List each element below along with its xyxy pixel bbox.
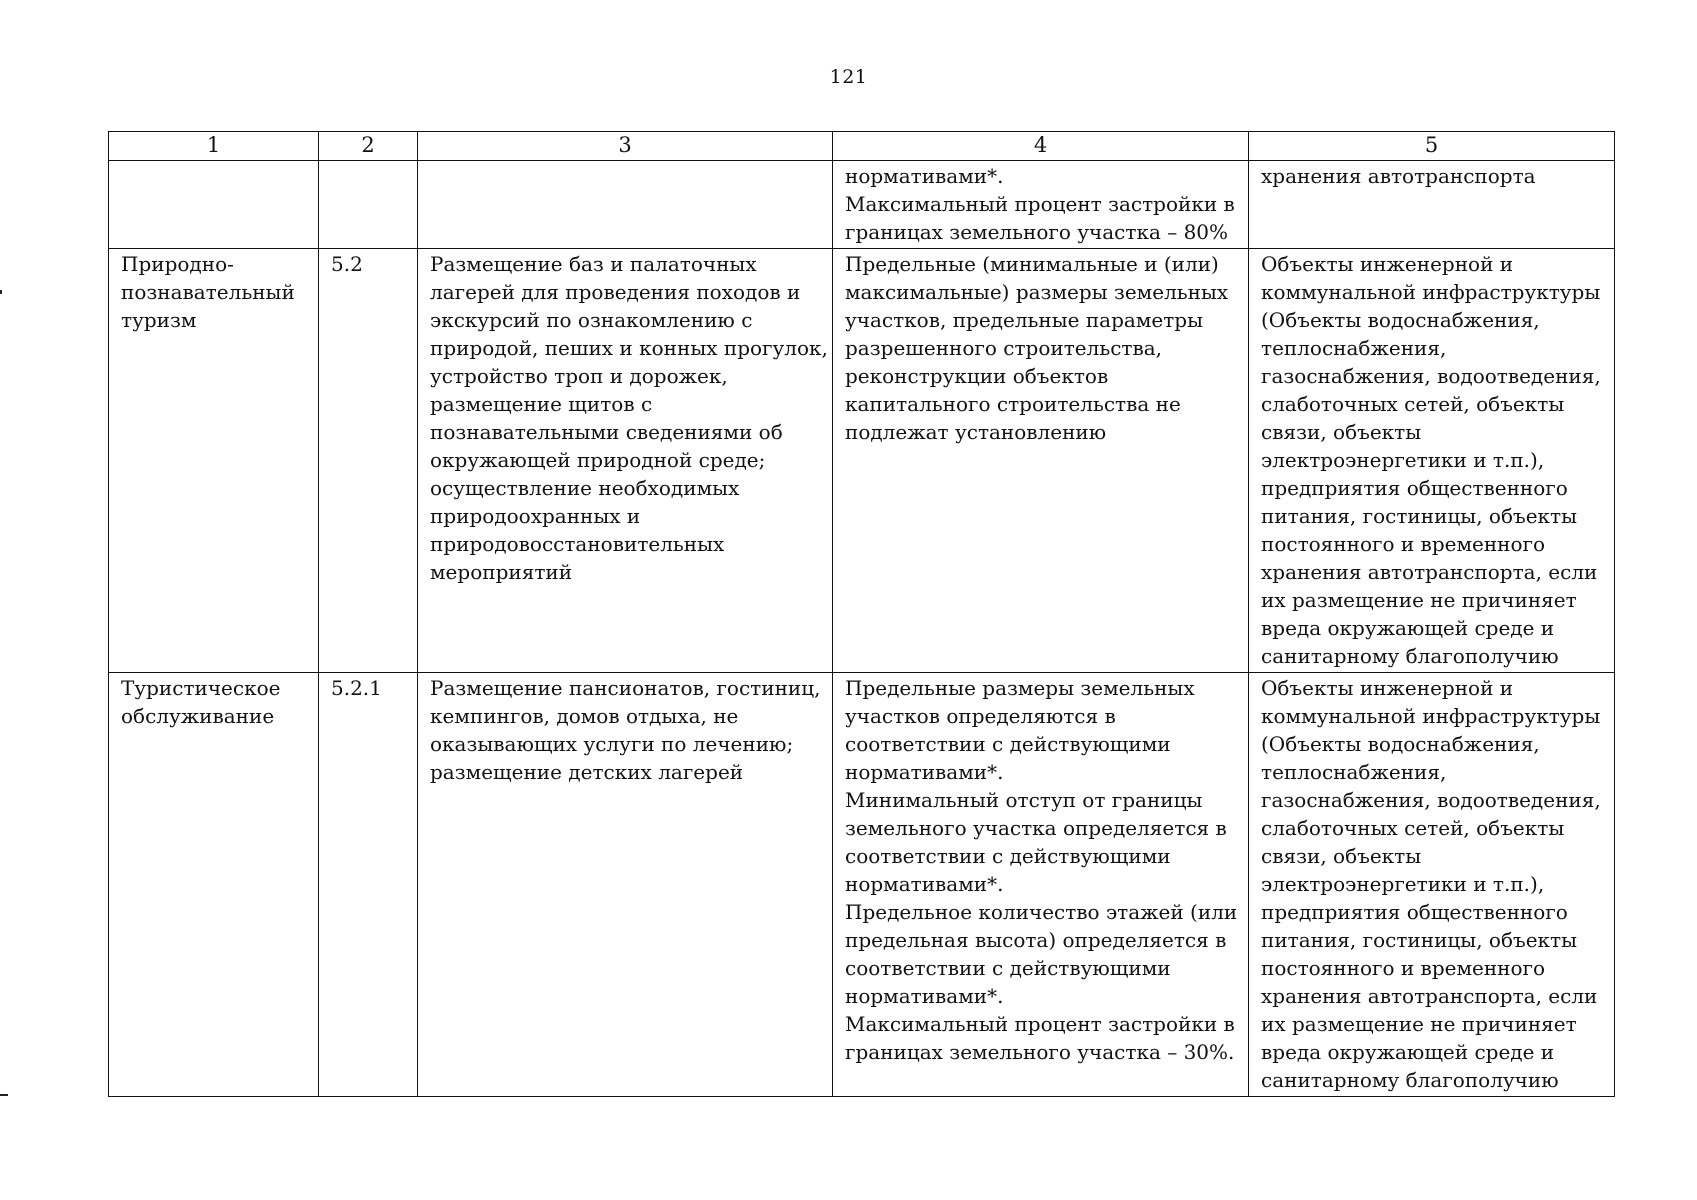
cell-text-line: познавательными сведениями об: [430, 420, 783, 444]
cell-text-line: их размещение не причиняет: [1261, 1012, 1577, 1036]
cell-text-line: Максимальный процент застройки в: [845, 192, 1235, 216]
table-row: [109, 249, 1615, 673]
cell-text-line: (Объекты водоснабжения,: [1261, 308, 1540, 332]
name-cell: [109, 673, 319, 1097]
table-row-continuation: [109, 161, 1615, 249]
cell-text-line: питания, гостиницы, объекты: [1261, 928, 1578, 952]
cell-text-line: обслуживание: [121, 704, 275, 728]
parameters-cell: [833, 249, 1249, 673]
cell-text-line: слаботочных сетей, объекты: [1261, 392, 1565, 416]
parameters-cell: [833, 161, 1249, 249]
cell-text-line: электроэнергетики и т.п.),: [1261, 448, 1545, 472]
cell-text-line: постоянного и временного: [1261, 532, 1546, 556]
cell-text-line: хранения автотранспорта, если: [1261, 984, 1598, 1008]
cell-text-line: природоохранных и: [430, 504, 641, 528]
cell-text-line: реконструкции объектов: [845, 364, 1109, 388]
page-number: 121: [829, 66, 868, 88]
cell-text-line: соответствии с действующими: [845, 844, 1171, 868]
cell-text-line: природой, пеших и конных прогулок,: [430, 336, 828, 360]
land-use-table: [108, 131, 1615, 1097]
cell-text-line: теплоснабжения,: [1261, 336, 1447, 360]
column-number-header: 4: [833, 132, 1249, 161]
cell-text-line: предприятия общественного: [1261, 476, 1568, 500]
cell-text-line: электроэнергетики и т.п.),: [1261, 872, 1545, 896]
description-cell: [418, 249, 833, 673]
margin-mark: [0, 1094, 8, 1096]
cell-text-line: познавательный: [121, 280, 295, 304]
column-number-header: 5: [1249, 132, 1615, 161]
cell-text-line: хранения автотранспорта: [1261, 164, 1536, 188]
cell-text-line: размещение щитов с: [430, 392, 653, 416]
column-number-header: 3: [418, 132, 833, 161]
name-cell: [109, 249, 319, 673]
cell-text-line: теплоснабжения,: [1261, 760, 1447, 784]
cell-text-line: туризм: [121, 308, 197, 332]
cell-text-line: участков, предельные параметры: [845, 308, 1204, 332]
code-cell: 5.2.1: [319, 673, 418, 1097]
cell-text-line: осуществление необходимых: [430, 476, 740, 500]
cell-text-line: питания, гостиницы, объекты: [1261, 504, 1578, 528]
cell-text-line: разрешенного строительства,: [845, 336, 1163, 360]
cell-text-line: нормативами*.: [845, 760, 1004, 784]
cell-text-line: Предельное количество этажей (или: [845, 900, 1238, 924]
cell-text-line: Объекты инженерной и: [1261, 676, 1514, 700]
description-cell: [418, 161, 833, 249]
cell-text-line: слаботочных сетей, объекты: [1261, 816, 1565, 840]
cell-text-line: капитального строительства не: [845, 392, 1181, 416]
cell-text-line: их размещение не причиняет: [1261, 588, 1577, 612]
cell-text-line: соответствии с действующими: [845, 732, 1171, 756]
cell-text-line: (Объекты водоснабжения,: [1261, 732, 1540, 756]
auxiliary-cell: [1249, 161, 1615, 249]
cell-text-line: кемпингов, домов отдыха, не: [430, 704, 739, 728]
cell-text-line: вреда окружающей среде и: [1261, 616, 1555, 640]
cell-text-line: Минимальный отступ от границы: [845, 788, 1203, 812]
cell-text-line: Максимальный процент застройки в: [845, 1012, 1235, 1036]
cell-text-line: Предельные размеры земельных: [845, 676, 1195, 700]
code-cell: [319, 161, 418, 249]
cell-text-line: Природно-: [121, 252, 234, 276]
cell-text-line: нормативами*.: [845, 872, 1004, 896]
column-number-header: 1: [109, 132, 319, 161]
column-number-header: 2: [319, 132, 418, 161]
cell-text-line: связи, объекты: [1261, 420, 1422, 444]
description-cell: [418, 673, 833, 1097]
cell-text-line: экскурсий по ознакомлению с: [430, 308, 753, 332]
cell-text-line: оказывающих услуги по лечению;: [430, 732, 794, 756]
cell-text-line: связи, объекты: [1261, 844, 1422, 868]
cell-text-line: земельного участка определяется в: [845, 816, 1227, 840]
cell-text-line: газоснабжения, водоотведения,: [1261, 364, 1601, 388]
code-cell: 5.2: [319, 249, 418, 673]
cell-text-line: Предельные (минимальные и (или): [845, 252, 1219, 276]
cell-text-line: санитарному благополучию: [1261, 644, 1559, 668]
cell-text-line: санитарному благополучию: [1261, 1068, 1559, 1092]
cell-text-line: лагерей для проведения походов и: [430, 280, 801, 304]
cell-text-line: окружающей природной среде;: [430, 448, 766, 472]
cell-text-line: максимальные) размеры земельных: [845, 280, 1229, 304]
cell-text-line: границах земельного участка – 80%: [845, 220, 1229, 244]
cell-text-line: природовосстановительных: [430, 532, 725, 556]
cell-text-line: вреда окружающей среде и: [1261, 1040, 1555, 1064]
cell-text-line: постоянного и временного: [1261, 956, 1546, 980]
cell-text-line: предприятия общественного: [1261, 900, 1568, 924]
cell-text-line: предельная высота) определяется в: [845, 928, 1227, 952]
cell-text-line: Размещение пансионатов, гостиниц,: [430, 676, 821, 700]
cell-text-line: нормативами*.: [845, 984, 1004, 1008]
auxiliary-cell: [1249, 673, 1615, 1097]
cell-text-line: Объекты инженерной и: [1261, 252, 1514, 276]
cell-text-line: хранения автотранспорта, если: [1261, 560, 1598, 584]
cell-text-line: Размещение баз и палаточных: [430, 252, 757, 276]
cell-text-line: мероприятий: [430, 560, 573, 584]
cell-text-line: газоснабжения, водоотведения,: [1261, 788, 1601, 812]
cell-text-line: устройство троп и дорожек,: [430, 364, 728, 388]
cell-text-line: размещение детских лагерей: [430, 760, 744, 784]
auxiliary-cell: [1249, 249, 1615, 673]
cell-text-line: подлежат установлению: [845, 420, 1107, 444]
cell-text-line: Туристическое: [121, 676, 281, 700]
cell-text-line: коммунальной инфраструктуры: [1261, 704, 1601, 728]
parameters-cell: [833, 673, 1249, 1097]
margin-mark: [0, 290, 2, 294]
table-header-row: [109, 132, 1615, 161]
cell-text-line: участков определяются в: [845, 704, 1116, 728]
cell-text-line: коммунальной инфраструктуры: [1261, 280, 1601, 304]
cell-text-line: нормативами*.: [845, 164, 1004, 188]
name-cell: [109, 161, 319, 249]
cell-text-line: соответствии с действующими: [845, 956, 1171, 980]
table-row: [109, 673, 1615, 1097]
cell-text-line: границах земельного участка – 30%.: [845, 1040, 1235, 1064]
